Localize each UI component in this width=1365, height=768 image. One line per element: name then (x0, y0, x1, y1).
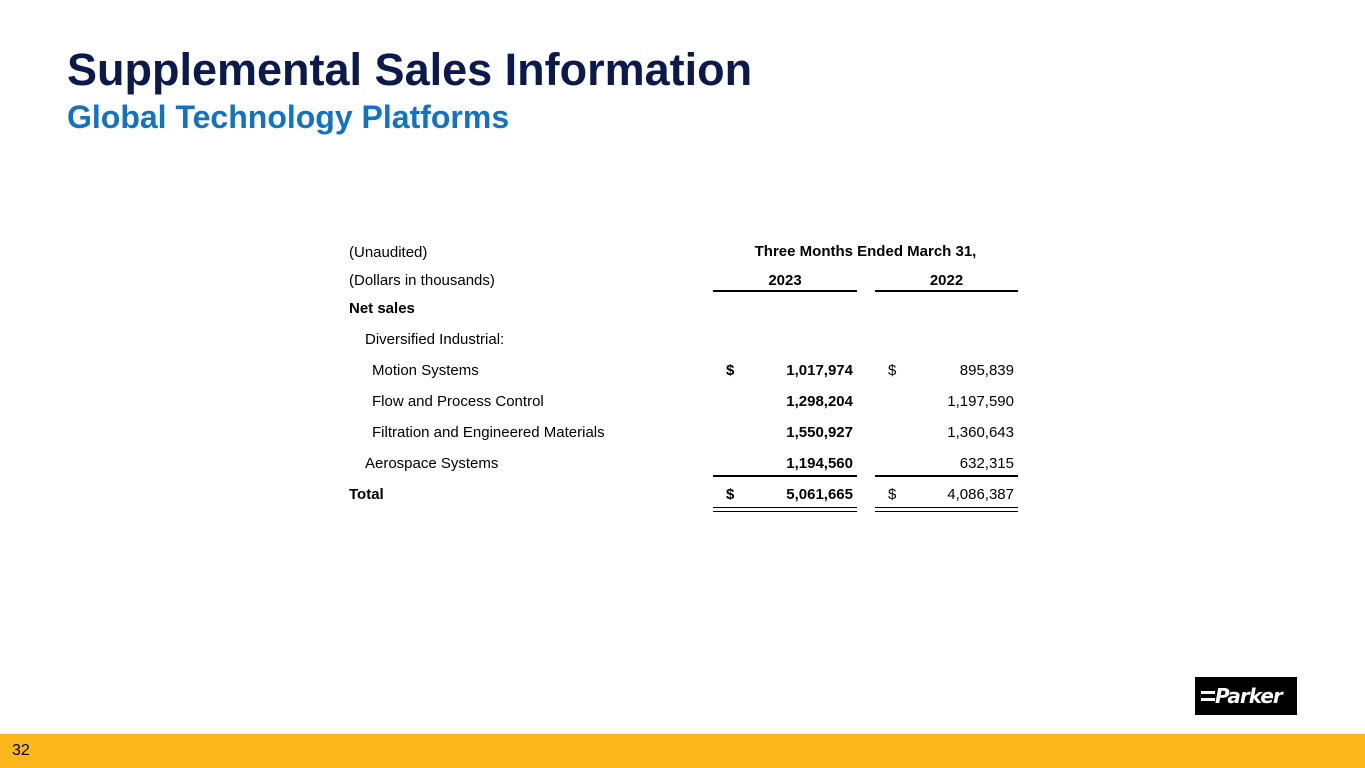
currency-symbol: $ (726, 486, 735, 503)
value-prior: 1,360,643 (947, 424, 1014, 441)
total-current: 5,061,665 (786, 486, 853, 503)
value-current: 1,194,560 (786, 455, 853, 472)
subtotal-underline-current (713, 475, 857, 477)
header-underline-prior (875, 290, 1018, 292)
value-current: 1,550,927 (786, 424, 853, 441)
logo-stripe (1201, 698, 1215, 701)
unaudited-label: (Unaudited) (349, 244, 428, 261)
logo-wordmark: Parker (1215, 684, 1282, 708)
row-label-aerospace-systems: Aerospace Systems (365, 455, 499, 472)
value-current: 1,298,204 (786, 393, 853, 410)
currency-symbol: $ (888, 362, 897, 379)
year-prior-header: 2022 (929, 272, 964, 289)
footer-bar (0, 734, 1365, 768)
value-prior: 632,315 (959, 455, 1014, 472)
net-sales-table (349, 236, 1029, 526)
page-number: 32 (12, 742, 30, 759)
value-prior: 895,839 (959, 362, 1014, 379)
currency-symbol: $ (726, 362, 735, 379)
header-underline-current (713, 290, 857, 292)
segment-label: Diversified Industrial: (365, 331, 505, 348)
row-label-flow-and-process-control: Flow and Process Control (372, 393, 544, 410)
total-prior: 4,086,387 (947, 486, 1014, 503)
page-subtitle: Global Technology Platforms (67, 99, 510, 135)
total-double-underline-current (713, 507, 857, 512)
subtotal-underline-prior (875, 475, 1018, 477)
value-current: 1,017,974 (786, 362, 853, 379)
page-title: Supplemental Sales Information (67, 44, 753, 95)
period-header: Three Months Ended March 31, (754, 243, 977, 260)
row-label-motion-systems: Motion Systems (372, 362, 479, 379)
row-label-filtration-and-engineered-materials: Filtration and Engineered Materials (372, 424, 605, 441)
currency-symbol: $ (888, 486, 897, 503)
total-double-underline-prior (875, 507, 1018, 512)
net-sales-label: Net sales (349, 300, 415, 317)
units-label: (Dollars in thousands) (349, 272, 495, 289)
total-label: Total (349, 486, 384, 503)
value-prior: 1,197,590 (947, 393, 1014, 410)
year-current-header: 2023 (768, 272, 802, 289)
logo-stripe (1201, 691, 1215, 694)
parker-logo-icon (1195, 677, 1297, 715)
